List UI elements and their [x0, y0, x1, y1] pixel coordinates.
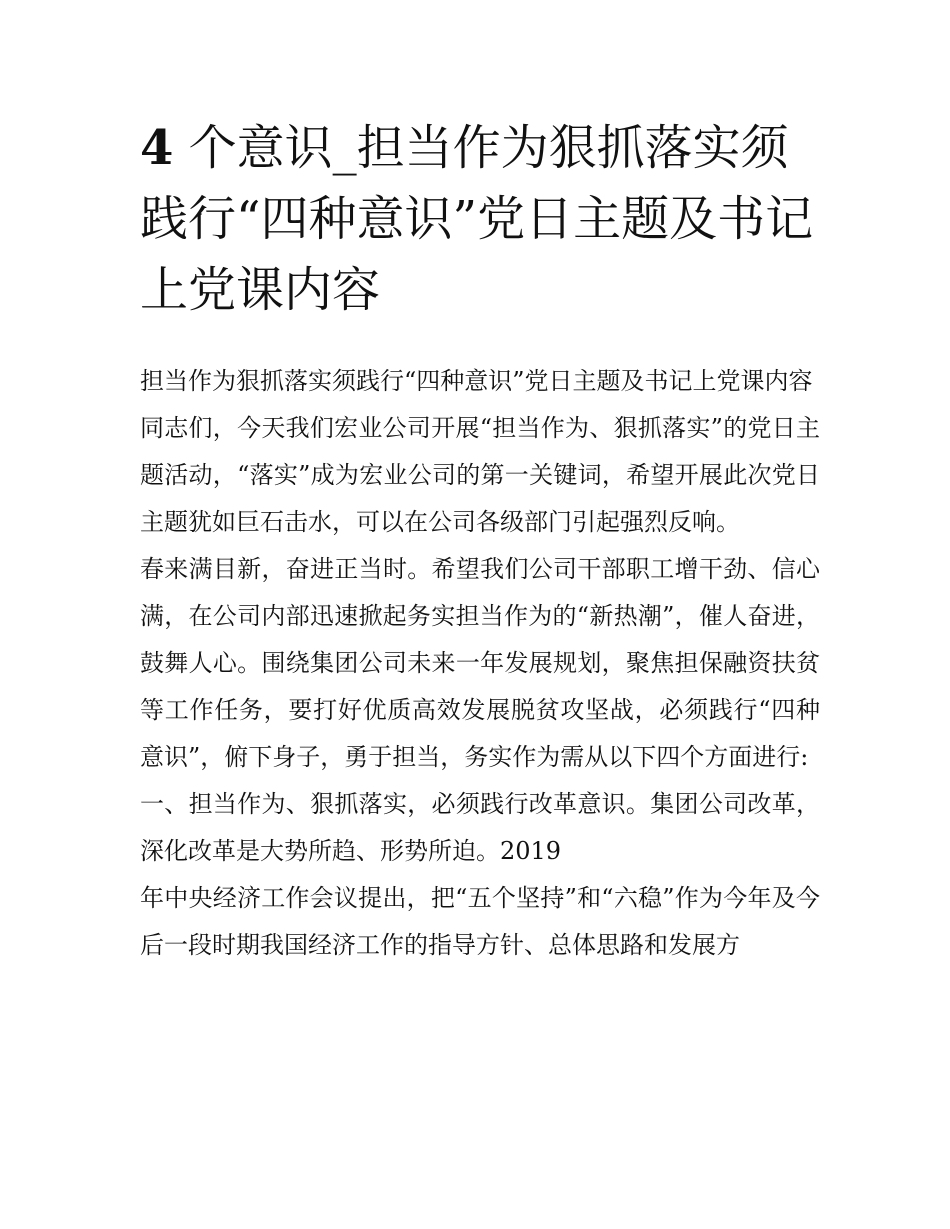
paragraph-spring: 春来满目新，奋进正当时。希望我们公司干部职工增干劲、信心满，在公司内部迅速掀起务实担当作为的“新热潮”，催人奋进，鼓舞人心。围绕集团公司未来一年发展规划，聚焦担保融资扶贫等工作任务，要打好优质高效发展脱贫攻坚战，必须践行“四种意识”，俯下身子，勇于担当，务实作为需从以下四个方面进行:: [140, 555, 820, 771]
paragraph-intro: 同志们，今天我们宏业公司开展“担当作为、狠抓落实”的党日主题活动，“落实”成为宏业公司的第一关键词，希望开展此次党日主题犹如巨石击水，可以在公司各级部门引起强烈反响。: [140, 414, 820, 536]
document-title: [140, 113, 820, 326]
paragraph-subtitle: 担当作为狠抓落实须践行“四种意识”党日主题及书记上党课内容: [140, 367, 813, 395]
paragraph-point-one: 一、担当作为、狠抓落实，必须践行改革意识。集团公司改革，深化改革是大势所趋、形势所迫。2019: [140, 790, 820, 865]
title-text: 个意识_担当作为狠抓落实须践行“四种意识”党日主题及书记上党课内容: [140, 120, 814, 318]
document-body: [140, 358, 820, 969]
paragraph-conference: 年中央经济工作会议提出，把“五个坚持”和“六稳”作为今年及今后一段时期我国经济工作的指导方针、总体思路和发展方: [140, 884, 820, 959]
title-number: 4: [140, 120, 174, 176]
